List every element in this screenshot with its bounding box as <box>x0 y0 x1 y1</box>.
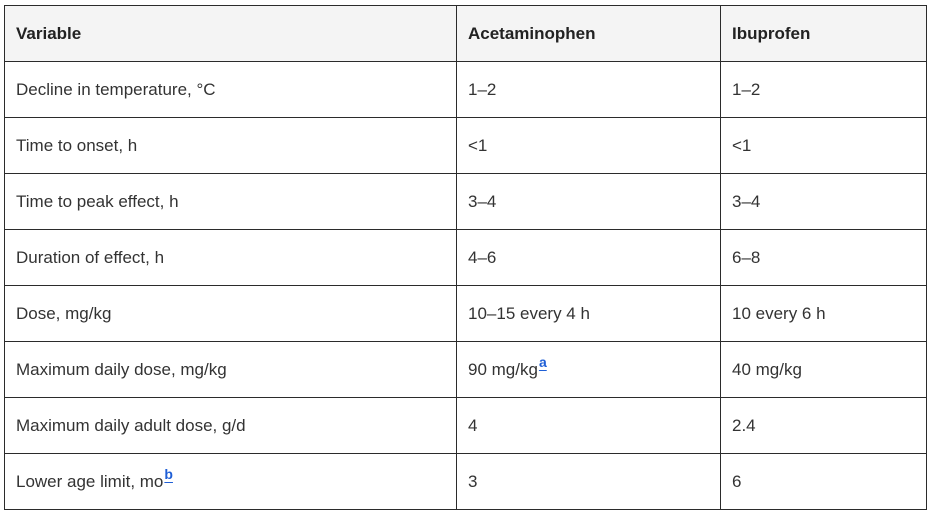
cell-variable-text: Maximum daily dose, mg/kg <box>16 359 227 379</box>
cell-acetaminophen <box>457 342 721 398</box>
cell-acetaminophen <box>457 174 721 230</box>
cell-variable-text: Time to onset, h <box>16 135 138 155</box>
cell-variable <box>5 286 457 342</box>
cell-ibuprofen-text: 2.4 <box>732 415 756 435</box>
footnote-link[interactable]: b <box>164 465 173 482</box>
cell-acetaminophen <box>457 286 721 342</box>
cell-variable <box>5 454 457 510</box>
cell-ibuprofen-text: <1 <box>732 135 752 155</box>
table-row <box>5 174 927 230</box>
cell-ibuprofen <box>721 398 927 454</box>
cell-acetaminophen-text: 10–15 every 4 h <box>468 303 590 323</box>
cell-acetaminophen <box>457 230 721 286</box>
cell-ibuprofen-text: 10 every 6 h <box>732 303 826 323</box>
table-row <box>5 62 927 118</box>
cell-ibuprofen <box>721 286 927 342</box>
cell-acetaminophen-text: <1 <box>468 135 488 155</box>
cell-acetaminophen-text: 4–6 <box>468 247 497 267</box>
table-row <box>5 230 927 286</box>
cell-variable <box>5 342 457 398</box>
cell-acetaminophen <box>457 398 721 454</box>
cell-variable-text: Lower age limit, mo <box>16 471 164 491</box>
cell-variable-text: Time to peak effect, h <box>16 191 179 211</box>
table-header-row <box>5 6 927 62</box>
cell-ibuprofen <box>721 230 927 286</box>
cell-acetaminophen-text: 3–4 <box>468 191 497 211</box>
cell-ibuprofen-text: 6–8 <box>732 247 761 267</box>
cell-acetaminophen-text: 1–2 <box>468 79 497 99</box>
cell-variable-text: Dose, mg/kg <box>16 303 112 323</box>
footnote-marker <box>164 466 173 482</box>
table-row <box>5 118 927 174</box>
header-ibuprofen: Ibuprofen <box>721 6 927 62</box>
table-row <box>5 286 927 342</box>
table-row <box>5 454 927 510</box>
cell-ibuprofen <box>721 342 927 398</box>
cell-ibuprofen <box>721 62 927 118</box>
cell-acetaminophen-text: 90 mg/kg <box>468 359 538 379</box>
antipyretic-comparison-table <box>4 5 927 510</box>
cell-acetaminophen-text: 4 <box>468 415 478 435</box>
cell-variable <box>5 174 457 230</box>
cell-acetaminophen <box>457 62 721 118</box>
cell-acetaminophen-text: 3 <box>468 471 478 491</box>
footnote-marker <box>539 354 547 370</box>
cell-variable-text: Decline in temperature, °C <box>16 79 216 99</box>
table-body <box>5 62 927 510</box>
cell-ibuprofen <box>721 174 927 230</box>
cell-variable-text: Maximum daily adult dose, g/d <box>16 415 246 435</box>
cell-variable <box>5 230 457 286</box>
header-acetaminophen: Acetaminophen <box>457 6 721 62</box>
header-variable: Variable <box>5 6 457 62</box>
cell-variable <box>5 62 457 118</box>
cell-ibuprofen-text: 40 mg/kg <box>732 359 802 379</box>
cell-ibuprofen-text: 6 <box>732 471 742 491</box>
cell-ibuprofen-text: 1–2 <box>732 79 761 99</box>
comparison-table-container <box>4 5 927 510</box>
cell-ibuprofen <box>721 118 927 174</box>
cell-acetaminophen <box>457 454 721 510</box>
cell-acetaminophen <box>457 118 721 174</box>
cell-ibuprofen <box>721 454 927 510</box>
cell-variable <box>5 398 457 454</box>
table-row <box>5 398 927 454</box>
footnote-link[interactable]: a <box>538 353 547 370</box>
table-row <box>5 342 927 398</box>
cell-variable-text: Duration of effect, h <box>16 247 165 267</box>
cell-variable <box>5 118 457 174</box>
cell-ibuprofen-text: 3–4 <box>732 191 761 211</box>
